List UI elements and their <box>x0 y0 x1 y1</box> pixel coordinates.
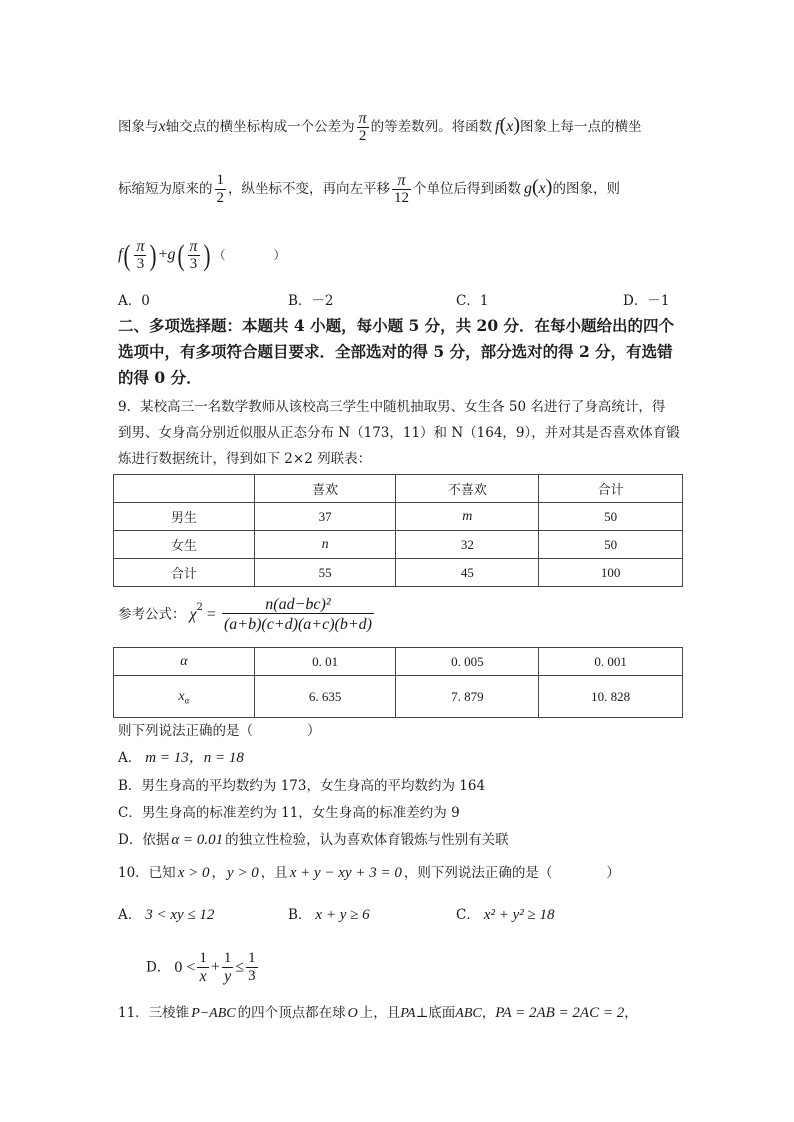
q10-option-b[interactable]: B． x + y ≥ 6 <box>288 907 370 923</box>
critical-value-table <box>113 647 683 718</box>
q8-option-a[interactable]: A．0 <box>118 293 150 309</box>
math-func: f <box>495 118 500 135</box>
chi-square-fraction: $\frac{\text{n(ad−bc)²}}{(a+b)(c+d)(a+c)(b+d)}$ <box>223 596 372 633</box>
fraction-pi-over-3-b: $\frac{\pi}{3}$ <box>189 238 198 272</box>
fraction-pi-over-12: $\frac{\pi}{12}$ <box>394 172 409 206</box>
table-row: $x_\alpha$ 6. 635 7. 879 10. 828 <box>114 676 683 718</box>
math-func: g <box>524 180 532 197</box>
table-row: 女生 n 32 50 <box>114 531 683 559</box>
q11-stem: 11．三棱锥 P−ABC 的四个顶点都在球 O 上，且PA⊥底面ABC，PA = 2AB = 2AC = 2， <box>118 1005 638 1021</box>
fraction-1-over-2: $\frac{1}{2}$ <box>216 172 224 206</box>
fraction-pi-over-2: $\frac{\pi}{2}$ <box>358 110 367 144</box>
q10-option-d[interactable]: D． 0 < $\frac{1}{x}$ + $\frac{1}{y}$ ≤ $\frac{1}{3}$ <box>146 950 256 985</box>
fraction-pi-over-3: $\frac{\pi}{3}$ <box>136 238 145 272</box>
q8-option-d[interactable]: D．－1 <box>623 293 670 309</box>
text: 轴交点的横坐标构成一个公差为 <box>165 119 355 135</box>
q9-option-a[interactable]: A． m = 13，n = 18 <box>118 750 244 766</box>
contingency-table <box>113 474 683 587</box>
reference-formula: 参考公式： $\chi^2$ = $\frac{\text{n(ad−bc)²}}{(a+b)(c+d)(a+c)(b+d)}$ <box>118 596 372 633</box>
table-header-row: 喜欢 不喜欢 合计 <box>114 475 683 503</box>
q10-stem: 10．已知 x > 0 ， y > 0 ，且 x + y − xy + 3 = 0 ，则下列说法正确的是（ ） <box>118 865 620 881</box>
text: 图象上每一点的横坐 <box>520 119 642 135</box>
q10-option-a[interactable]: A． 3 < xy ≤ 12 <box>118 907 215 923</box>
q8-option-c[interactable]: C．1 <box>456 293 489 309</box>
text: 图象与 <box>118 119 159 135</box>
q9-option-d[interactable]: D．依据 α = 0.01 的独立性检验，认为喜欢体育锻炼与性别有关联 <box>118 832 509 848</box>
q9-option-c[interactable]: C．男生身高的标准差约为 11，女生身高的标准差约为 9 <box>118 805 460 821</box>
q9-prompt: 则下列说法正确的是（ ） <box>118 723 321 739</box>
q8-line-1: 图象与x轴交点的横坐标构成一个公差为 $\frac{\pi}{2}$ 的等差数列。将函数 f(x)图象上每一点的横坐 <box>118 110 642 144</box>
math-var: x <box>158 118 166 135</box>
section-heading: 二、多项选择题：本题共 4 小题，每小题 5 分，共 20 分．在每小题给出的四个选项中，有多项符合题目要求．全部选对的得 5 分，部分选对的得 2 分，有选错的得 0 分． <box>118 316 675 387</box>
table-row: α 0. 01 0. 005 0. 001 <box>114 648 683 676</box>
table-row: 合计 55 45 100 <box>114 559 683 587</box>
q8-line-3: f( $\frac{\pi}{3}$ )+g( $\frac{\pi}{3}$ ) （ ） <box>118 238 286 272</box>
q9-line-3: 炼进行数据统计，得到如下 2×2 列联表： <box>118 451 372 467</box>
q10-option-c[interactable]: C． x² + y² ≥ 18 <box>456 907 555 923</box>
q9-option-b[interactable]: B．男生身高的平均数约为 173，女生身高的平均数约为 164 <box>118 778 486 794</box>
q8-line-2: 标缩短为原来的 $\frac{1}{2}$ ，纵坐标不变，再向左平移 $\frac{\pi}{12}$ 个单位后得到函数 g(x)的图象，则 <box>118 172 620 206</box>
q9-line-2: 到男、女身高分别近似服从正态分布 N（173，11）和 N（164，9），并对其是否喜欢体育锻 <box>118 425 680 441</box>
text: 的等差数列。将函数 <box>370 119 493 135</box>
table-row: 男生 37 m 50 <box>114 503 683 531</box>
q9-line-1: 9．某校高三一名数学教师从该校高三学生中随机抽取男、女生各 50 名进行了身高统计，得 <box>118 399 666 415</box>
q8-option-b[interactable]: B．－2 <box>288 293 334 309</box>
